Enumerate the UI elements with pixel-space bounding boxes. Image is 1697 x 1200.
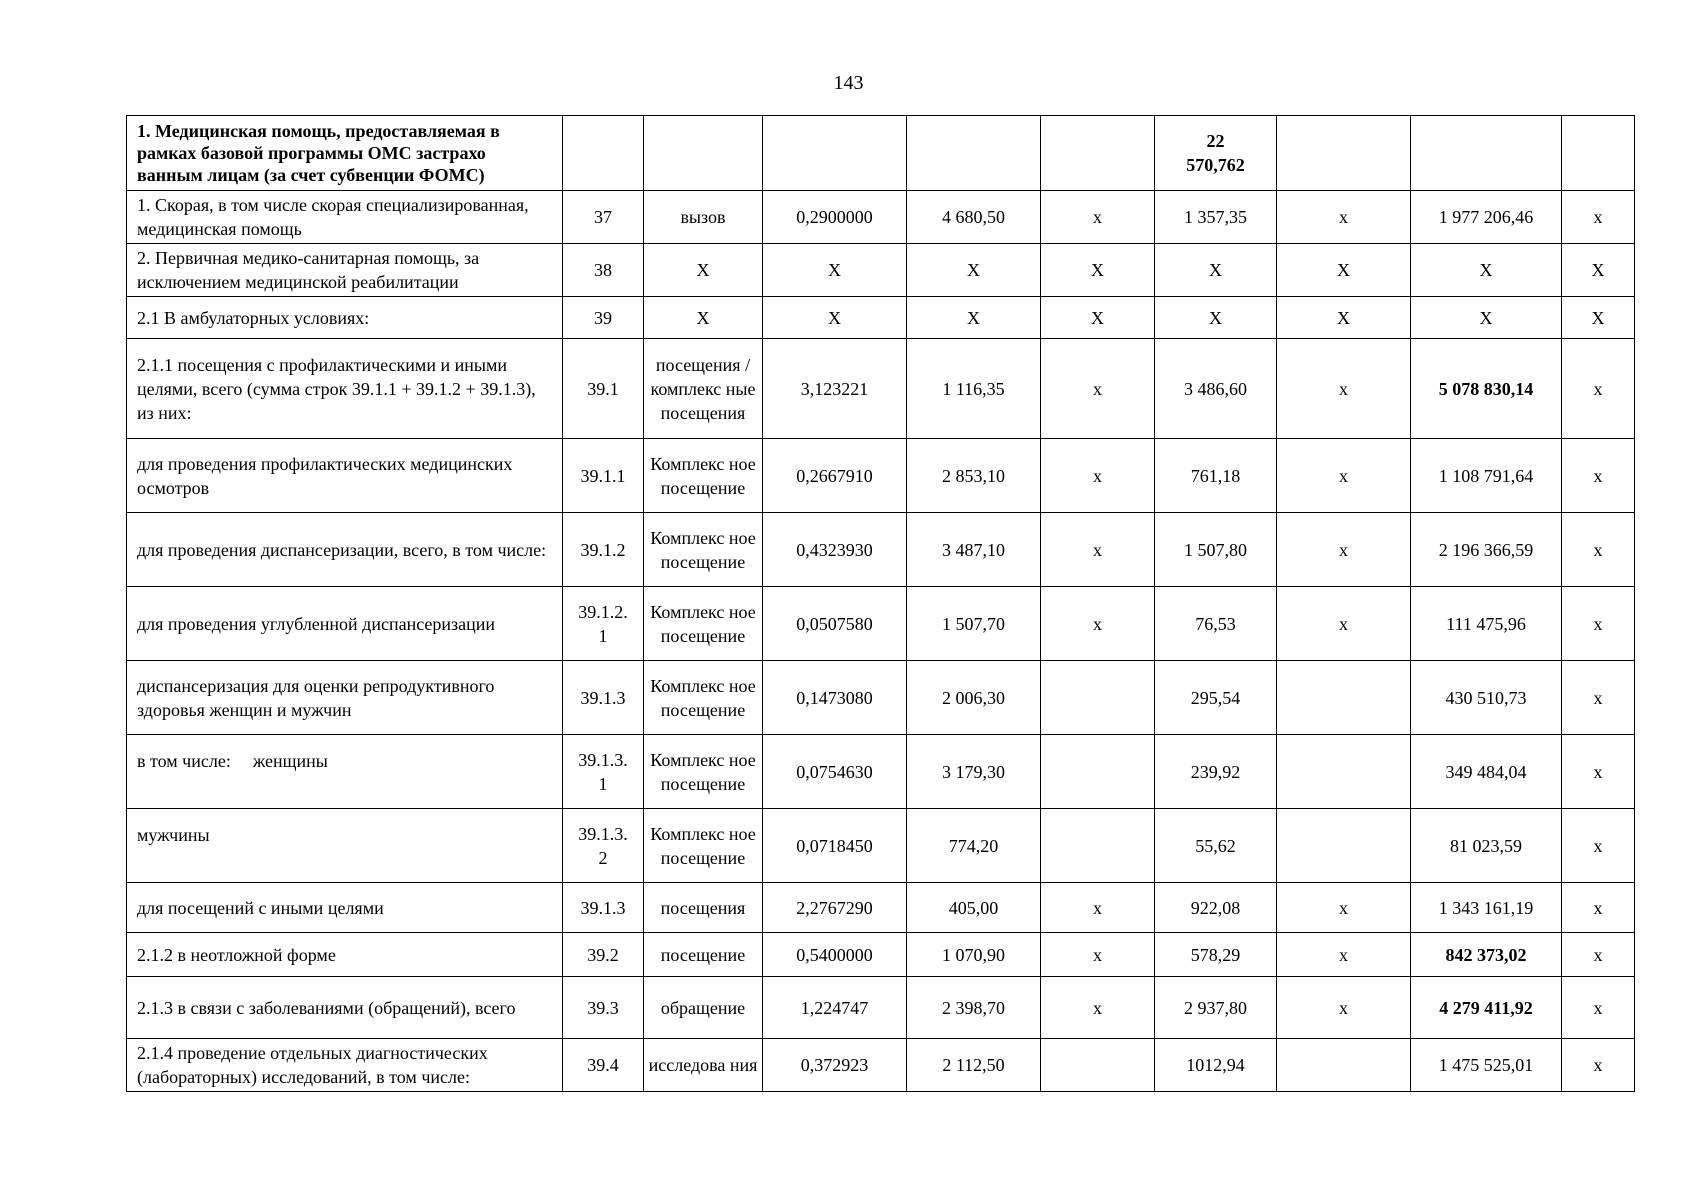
col7-cell	[1277, 661, 1411, 735]
col7-cell: х	[1277, 587, 1411, 661]
volume-cell: 0,2900000	[763, 191, 907, 244]
col5-cell: Х	[1041, 297, 1155, 339]
unit-cell: Комплекс ное посещение	[644, 439, 763, 513]
cost-cell: 405,00	[907, 883, 1041, 933]
col5-cell: х	[1041, 513, 1155, 587]
col9-cell: х	[1562, 661, 1635, 735]
col6-cell: 76,53	[1155, 587, 1277, 661]
col8-cell: Х	[1411, 244, 1562, 297]
volume-cell: 0,1473080	[763, 661, 907, 735]
col9-cell: х	[1562, 883, 1635, 933]
col6-cell: 3 486,60	[1155, 339, 1277, 439]
row-name: для проведения профилактических медицинских осмотров	[127, 439, 563, 513]
col9-cell: х	[1562, 977, 1635, 1039]
col7-cell: х	[1277, 339, 1411, 439]
col7-cell	[1277, 116, 1411, 191]
col7-cell: х	[1277, 883, 1411, 933]
volume-cell: 0,0718450	[763, 809, 907, 883]
unit-cell: Комплекс ное посещение	[644, 735, 763, 809]
volume-cell: 0,5400000	[763, 933, 907, 977]
volume-cell: 0,2667910	[763, 439, 907, 513]
table-row	[127, 297, 1635, 339]
col6-cell: 239,92	[1155, 735, 1277, 809]
unit-cell: посещения	[644, 883, 763, 933]
col5-cell	[1041, 661, 1155, 735]
row-number: 39.1	[563, 339, 644, 439]
col5-cell: х	[1041, 933, 1155, 977]
row-name: для посещений с иными целями	[127, 883, 563, 933]
col8-cell: 1 977 206,46	[1411, 191, 1562, 244]
row-name: 2. Первичная медико-санитарная помощь, за исключением медицинской реабилитации	[127, 244, 563, 297]
cost-cell: 3 487,10	[907, 513, 1041, 587]
col8-cell: 1 475 525,01	[1411, 1039, 1562, 1092]
table-row	[127, 883, 1635, 933]
row-number: 39	[563, 297, 644, 339]
col9-cell	[1562, 116, 1635, 191]
row-number: 38	[563, 244, 644, 297]
table-row	[127, 1039, 1635, 1092]
volume-cell: 3,123221	[763, 339, 907, 439]
col6-cell: 1012,94	[1155, 1039, 1277, 1092]
col5-cell: Х	[1041, 244, 1155, 297]
row-number: 39.1.3. 1	[563, 735, 644, 809]
row-number: 39.4	[563, 1039, 644, 1092]
col7-cell: Х	[1277, 244, 1411, 297]
col8-cell: 1 108 791,64	[1411, 439, 1562, 513]
volume-cell: 0,4323930	[763, 513, 907, 587]
cost-cell: 2 853,10	[907, 439, 1041, 513]
table-row	[127, 439, 1635, 513]
cost-cell: 3 179,30	[907, 735, 1041, 809]
col9-cell: х	[1562, 735, 1635, 809]
col7-cell: х	[1277, 513, 1411, 587]
col7-cell: х	[1277, 191, 1411, 244]
col5-cell: х	[1041, 587, 1155, 661]
cost-cell: 1 116,35	[907, 339, 1041, 439]
col8-cell: 4 279 411,92	[1411, 977, 1562, 1039]
row-name: 2.1.3 в связи с заболеваниями (обращений), всего	[127, 977, 563, 1039]
table-row	[127, 933, 1635, 977]
row-name-text: в том числе:	[137, 751, 231, 771]
col6-cell: 578,29	[1155, 933, 1277, 977]
col8-cell	[1411, 116, 1562, 191]
row-name: 2.1 В амбулаторных условиях:	[127, 297, 563, 339]
row-name: 1. Медицинская помощь, предоставляемая в рамках базовой программы ОМС застрахо ванным лицам (за счет субвенции ФОМС)	[127, 116, 563, 191]
row-number: 39.1.3	[563, 661, 644, 735]
row-name: 2.1.4 проведение отдельных диагностических (лабораторных) исследований, в том числе:	[127, 1039, 563, 1092]
table-row	[127, 587, 1635, 661]
col5-cell	[1041, 735, 1155, 809]
col9-cell: х	[1562, 1039, 1635, 1092]
table-row	[127, 339, 1635, 439]
table-row	[127, 116, 1635, 191]
col9-cell: Х	[1562, 244, 1635, 297]
row-number: 37	[563, 191, 644, 244]
col9-cell: х	[1562, 933, 1635, 977]
col5-cell: х	[1041, 977, 1155, 1039]
row-number: 39.1.1	[563, 439, 644, 513]
volume-cell: 1,224747	[763, 977, 907, 1039]
unit-cell	[644, 116, 763, 191]
row-name	[127, 735, 563, 809]
volume-cell: Х	[763, 297, 907, 339]
col6-cell: 55,62	[1155, 809, 1277, 883]
col8-cell: 430 510,73	[1411, 661, 1562, 735]
col9-cell: х	[1562, 513, 1635, 587]
unit-cell: исследова ния	[644, 1039, 763, 1092]
unit-cell: Комплекс ное посещение	[644, 513, 763, 587]
col7-cell	[1277, 809, 1411, 883]
col9-cell: Х	[1562, 297, 1635, 339]
table-row	[127, 977, 1635, 1039]
row-name: 2.1.2 в неотложной форме	[127, 933, 563, 977]
volume-cell: 2,2767290	[763, 883, 907, 933]
col7-cell: Х	[1277, 297, 1411, 339]
row-number: 39.3	[563, 977, 644, 1039]
col8-cell: 5 078 830,14	[1411, 339, 1562, 439]
col6-cell: 1 507,80	[1155, 513, 1277, 587]
col9-cell: х	[1562, 809, 1635, 883]
col5-cell	[1041, 1039, 1155, 1092]
row-name: мужчины	[127, 809, 563, 883]
col5-cell	[1041, 116, 1155, 191]
col7-cell	[1277, 1039, 1411, 1092]
row-name-tail: женщины	[252, 751, 328, 771]
col8-cell: 81 023,59	[1411, 809, 1562, 883]
col5-cell: х	[1041, 883, 1155, 933]
col5-cell	[1041, 809, 1155, 883]
cost-cell: 2 398,70	[907, 977, 1041, 1039]
cost-cell	[907, 116, 1041, 191]
row-number: 39.1.3. 2	[563, 809, 644, 883]
cost-cell: 1 070,90	[907, 933, 1041, 977]
volume-cell: Х	[763, 244, 907, 297]
col7-cell: х	[1277, 977, 1411, 1039]
col9-cell: х	[1562, 587, 1635, 661]
table-row	[127, 735, 1635, 809]
col7-cell: х	[1277, 933, 1411, 977]
data-table	[126, 115, 1635, 1092]
row-number	[563, 116, 644, 191]
col7-cell: х	[1277, 439, 1411, 513]
col8-cell: 842 373,02	[1411, 933, 1562, 977]
col9-cell: х	[1562, 191, 1635, 244]
unit-cell: вызов	[644, 191, 763, 244]
cost-cell: 774,20	[907, 809, 1041, 883]
col8-cell: 349 484,04	[1411, 735, 1562, 809]
table-row	[127, 191, 1635, 244]
table-row	[127, 244, 1635, 297]
row-number: 39.1.2	[563, 513, 644, 587]
row-number: 39.1.2. 1	[563, 587, 644, 661]
unit-cell: обращение	[644, 977, 763, 1039]
col9-cell: х	[1562, 339, 1635, 439]
col5-cell: х	[1041, 439, 1155, 513]
cost-cell: Х	[907, 244, 1041, 297]
volume-cell	[763, 116, 907, 191]
col9-cell: х	[1562, 439, 1635, 513]
unit-cell: посещения /комплекс ные посещения	[644, 339, 763, 439]
unit-cell: Комплекс ное посещение	[644, 587, 763, 661]
cost-cell: 1 507,70	[907, 587, 1041, 661]
col8-cell: 111 475,96	[1411, 587, 1562, 661]
row-number: 39.1.3	[563, 883, 644, 933]
col6-cell: 2 937,80	[1155, 977, 1277, 1039]
unit-cell: Х	[644, 244, 763, 297]
cost-cell: 2 112,50	[907, 1039, 1041, 1092]
unit-cell: посещение	[644, 933, 763, 977]
col8-cell: 2 196 366,59	[1411, 513, 1562, 587]
row-name: диспансеризация для оценки репродуктивного здоровья женщин и мужчин	[127, 661, 563, 735]
col6-cell: 761,18	[1155, 439, 1277, 513]
col6-cell: 1 357,35	[1155, 191, 1277, 244]
row-name: 1. Скорая, в том числе скорая специализированная, медицинская помощь	[127, 191, 563, 244]
unit-cell: Комплекс ное посещение	[644, 809, 763, 883]
col6-cell: 295,54	[1155, 661, 1277, 735]
cost-cell: 4 680,50	[907, 191, 1041, 244]
table-row	[127, 809, 1635, 883]
col6-cell: 922,08	[1155, 883, 1277, 933]
page-number: 143	[833, 72, 864, 94]
col6-cell: Х	[1155, 244, 1277, 297]
row-name: 2.1.1 посещения с профилактическими и иными целями, всего (сумма строк 39.1.1 + 39.1.2 + 39.1.3), из них:	[127, 339, 563, 439]
row-number: 39.2	[563, 933, 644, 977]
volume-cell: 0,0507580	[763, 587, 907, 661]
col5-cell: х	[1041, 339, 1155, 439]
col7-cell	[1277, 735, 1411, 809]
row-name: для проведения диспансеризации, всего, в том числе:	[127, 513, 563, 587]
cost-cell: Х	[907, 297, 1041, 339]
col6-cell: Х	[1155, 297, 1277, 339]
table-row	[127, 513, 1635, 587]
col8-cell: Х	[1411, 297, 1562, 339]
cost-cell: 2 006,30	[907, 661, 1041, 735]
volume-cell: 0,372923	[763, 1039, 907, 1092]
col8-cell: 1 343 161,19	[1411, 883, 1562, 933]
table-row	[127, 661, 1635, 735]
row-name: для проведения углубленной диспансеризации	[127, 587, 563, 661]
col6-cell: 22 570,762	[1155, 116, 1277, 191]
col5-cell: х	[1041, 191, 1155, 244]
volume-cell: 0,0754630	[763, 735, 907, 809]
unit-cell: Х	[644, 297, 763, 339]
unit-cell: Комплекс ное посещение	[644, 661, 763, 735]
